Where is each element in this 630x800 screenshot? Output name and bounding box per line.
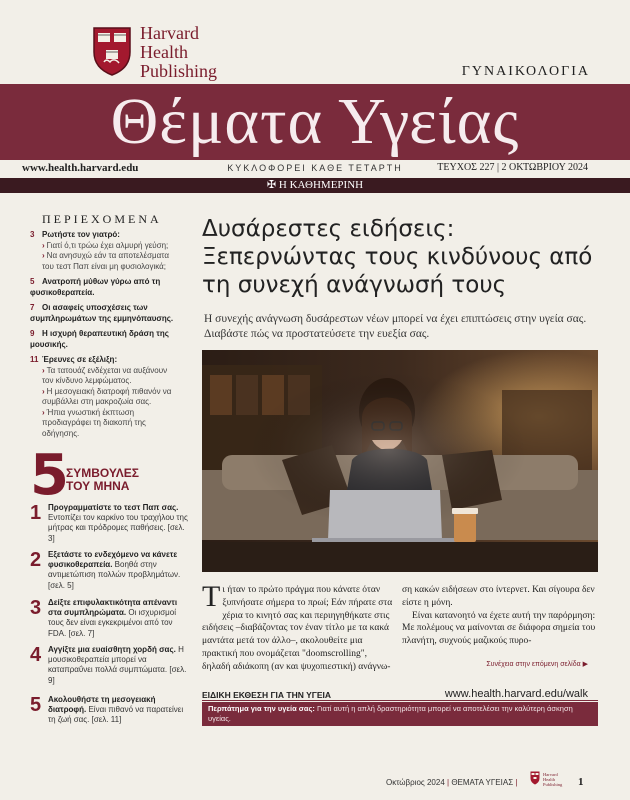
tip-body: Είναι πιθανό να παρατείνει τη ζωή σας. [σελ. 11] <box>48 705 184 725</box>
arrow-bullet-icon: › <box>42 407 45 417</box>
footer-publisher-line: Publishing <box>543 782 563 787</box>
tip-body: Βοηθά στην αντιμετώπιση πολλών προβλημάτων. [σελ. 5] <box>48 560 181 590</box>
footer-harvard-shield-icon <box>530 771 540 785</box>
toc-page-number: 3 <box>30 230 35 239</box>
article-dek: Η συνεχής ανάγνωση δυσάρεστων νέων μπορεί να έχει επιπτώσεις στην υγεία σας. Διαβάστε πώς να προστατεύσετε την ευεξία σας. <box>204 313 587 340</box>
tip-heading: Εξετάστε το ενδεχόμενο να κάνετε φυσικοθεραπεία. <box>48 550 178 570</box>
toc-subitem-text: Να ανησυχώ εάν τα αποτελέσματα του τεστ Παπ είναι μη φυσιολογικά; <box>42 251 169 271</box>
footer-publisher <box>543 772 562 787</box>
toc-page-number: 5 <box>30 277 35 286</box>
toc-item[interactable] <box>30 329 180 350</box>
toc-subitem <box>30 251 180 272</box>
toc-subitem-text: Γιατί ό,τι τρώω έχει αλμυρή γεύση; <box>46 240 169 250</box>
summary-text: Γιατί αυτή η απλή δραστηριότητα μπορεί να αποτελέσει την καλύτερη άσκηση υγείας. <box>208 704 573 723</box>
special-report-label: ΕΙΔΙΚΗ ΕΚΘΕΣΗ ΓΙΑ ΤΗΝ ΥΓΕΙΑ <box>202 690 332 700</box>
toc-item-heading: Η ισχυρή θεραπευτική δράση της μουσικής. <box>30 329 169 349</box>
footer-title: ΘΕΜΑΤΑ ΥΓΕΙΑΣ <box>451 778 514 787</box>
toc-item-heading: Έρευνες σε εξέλιξη: <box>42 355 118 364</box>
tip-text <box>48 598 190 639</box>
article-photo-woman-laptop <box>202 350 598 572</box>
tip-item <box>30 503 190 543</box>
tips-title <box>66 467 139 493</box>
tip-item <box>30 598 190 638</box>
toc-subitem-text: Ήπια γνωστική έκπτωση προδιαγράφει τη διακοπή της οδήγησης. <box>42 407 146 438</box>
arrow-bullet-icon: › <box>42 251 45 260</box>
harvard-shield-logo <box>92 26 132 76</box>
section-label: ΓΥΝΑΙΚΟΛΟΓΙΑ <box>461 64 590 79</box>
toc-item-heading: Ρωτήστε τον γιατρό: <box>42 230 120 239</box>
tips-title-line: ΤΟΥ ΜΗΝΑ <box>66 479 130 493</box>
footer-publisher-line: Harvard <box>543 772 558 777</box>
publisher-name-line-3: Publishing <box>140 61 218 81</box>
arrow-bullet-icon: › <box>42 365 45 375</box>
toc-subitem <box>30 387 180 408</box>
toc-page-number: 9 <box>30 329 35 338</box>
tip-number: 5 <box>30 694 42 716</box>
toc-item[interactable] <box>30 355 180 439</box>
article-headline: Δυσάρεστες ειδήσεις: Ξεπερνώντας τους κινδύνους από τη συνεχή ανάγνωσή τους <box>202 216 593 298</box>
toc-item-heading: Ανατροπή μύθων γύρω από τη φυσικοθεραπεία. <box>30 277 161 297</box>
tip-body: Εντοπίζει τον καρκίνο του τραχήλου της μήτρας και πρόδρομες παθήσεις. [σελ. 3] <box>48 513 188 543</box>
issue-info: ΤΕΥΧΟΣ 227 | 2 ΟΚΤΩΒΡΙΟΥ 2024 <box>437 162 588 173</box>
divider-rule <box>202 700 598 701</box>
page-number: 1 <box>578 776 584 788</box>
tip-heading: Αγγίξτε μια ευαίσθητη χορδή σας. <box>48 645 176 654</box>
partner-name: ✠ Η ΚΑΘΗΜΕΡΙΝΗ <box>266 179 364 191</box>
toc-title: ΠΕΡΙΕΧΟΜΕΝΑ <box>42 212 162 226</box>
tip-text <box>48 695 190 726</box>
article-column-1-text: ι ήταν το πρώτο πράγμα που κάνατε όταν ξυπνήσατε σήμερα το πρωί; Εάν πήρατε στα χέρια το κινητό σας και περιηγηθήκατε στις ειδήσεις –διαβάζοντας τον έναν τίτλο με τα κακά μαντάτα μετά τον άλλο–, ακολουθείτε μια πρακτική που ονομάζεται "doomscrolling", δηλαδή αδιάκοπη (αν και ψυχοπιεστική) ανάγνω- <box>202 585 393 672</box>
publisher-name-line-2: Health <box>140 42 188 62</box>
tip-text <box>48 645 190 686</box>
publisher-name-line-1: Harvard <box>140 23 199 43</box>
tip-item <box>30 550 190 590</box>
footer-separator: | <box>447 778 452 787</box>
toc-subitem <box>30 241 180 252</box>
tip-number: 1 <box>30 502 42 524</box>
tip-body: Η μουσικοθεραπεία μπορεί να καταπραΰνει πολλά συμπτώματα. [σελ. 9] <box>48 645 187 685</box>
tip-heading: Ακολουθήστε τη μεσογειακή διατροφή. <box>48 695 156 715</box>
special-report-url[interactable]: www.health.harvard.edu/walk <box>444 688 588 700</box>
toc-item[interactable] <box>30 277 180 298</box>
special-report-summary <box>202 702 598 726</box>
tip-heading: Δείξτε επιφυλακτικότητα απέναντι στα συμπληρώματα. <box>48 598 178 618</box>
masthead-website[interactable]: www.health.harvard.edu <box>22 162 139 174</box>
tip-heading: Προγραμματίστε το τεστ Παπ σας. <box>48 503 179 512</box>
footer-publisher-line: Health <box>543 777 555 782</box>
footer-month: Οκτώβριος 2024 <box>386 778 445 787</box>
arrow-bullet-icon: › <box>42 240 45 250</box>
toc-item-heading: Οι ασαφείς υποσχέσεις των συμπληρωμάτων της εμμηνόπαυσης. <box>30 303 174 323</box>
footer-info <box>386 778 517 787</box>
tips-big-number: 5 <box>30 443 69 508</box>
toc-item[interactable] <box>30 230 180 272</box>
toc-subitem-text: Η μεσογειακή διατροφή πιθανόν να συμβάλλει στη μακροζωία σας. <box>42 386 172 406</box>
tip-number: 4 <box>30 644 42 666</box>
toc-page-number: 7 <box>30 303 35 312</box>
article-column-1 <box>202 580 394 674</box>
article-paragraph: Είναι κατανοητό να έχετε αυτή την παρόρμηση: Με πολέμους να μαίνονται σε διάφορα σημεία του πλανήτη, συχνούς μαζικούς πυρο- <box>402 610 596 647</box>
tip-body: Οι ισχυρισμοί τους δεν είναι εγκεκριμένοι από τον FDA. [σελ. 7] <box>48 608 177 638</box>
publication-frequency: ΚΥΚΛΟΦΟΡΕΙ ΚΑΘΕ ΤΕΤΑΡΤΗ <box>227 163 403 173</box>
article-column-2 <box>402 584 598 648</box>
toc-subitem <box>30 366 180 387</box>
toc-subitem <box>30 408 180 440</box>
footer-separator: | <box>515 778 518 787</box>
toc-page-number: 11 <box>30 355 39 364</box>
tip-item <box>30 645 190 685</box>
toc-subitem-text: Τα τατουάζ ενδέχεται να αυξάνουν τον κίνδυνο λεμφώματος. <box>42 365 168 385</box>
tip-number: 2 <box>30 549 42 571</box>
publication-title: Θέματα Υγείας <box>110 85 520 158</box>
article-paragraph: ση κακών ειδήσεων στο ίντερνετ. Και σίγουρα δεν είστε η μόνη. <box>402 585 595 608</box>
arrow-bullet-icon: › <box>42 386 45 396</box>
continued-next-page-link[interactable]: Συνέχεια στην επόμενη σελίδα ▶ <box>486 661 588 668</box>
summary-heading: Περπάτημα για την υγεία σας: <box>208 704 315 713</box>
table-of-contents <box>30 230 180 444</box>
tip-item <box>30 695 190 735</box>
toc-item[interactable] <box>30 303 180 324</box>
article-dropcap: Τ <box>202 580 221 613</box>
tip-text <box>48 550 190 591</box>
tips-title-line: ΣΥΜΒΟΥΛΕΣ <box>66 466 139 480</box>
tip-text <box>48 503 190 544</box>
tip-number: 3 <box>30 597 42 619</box>
